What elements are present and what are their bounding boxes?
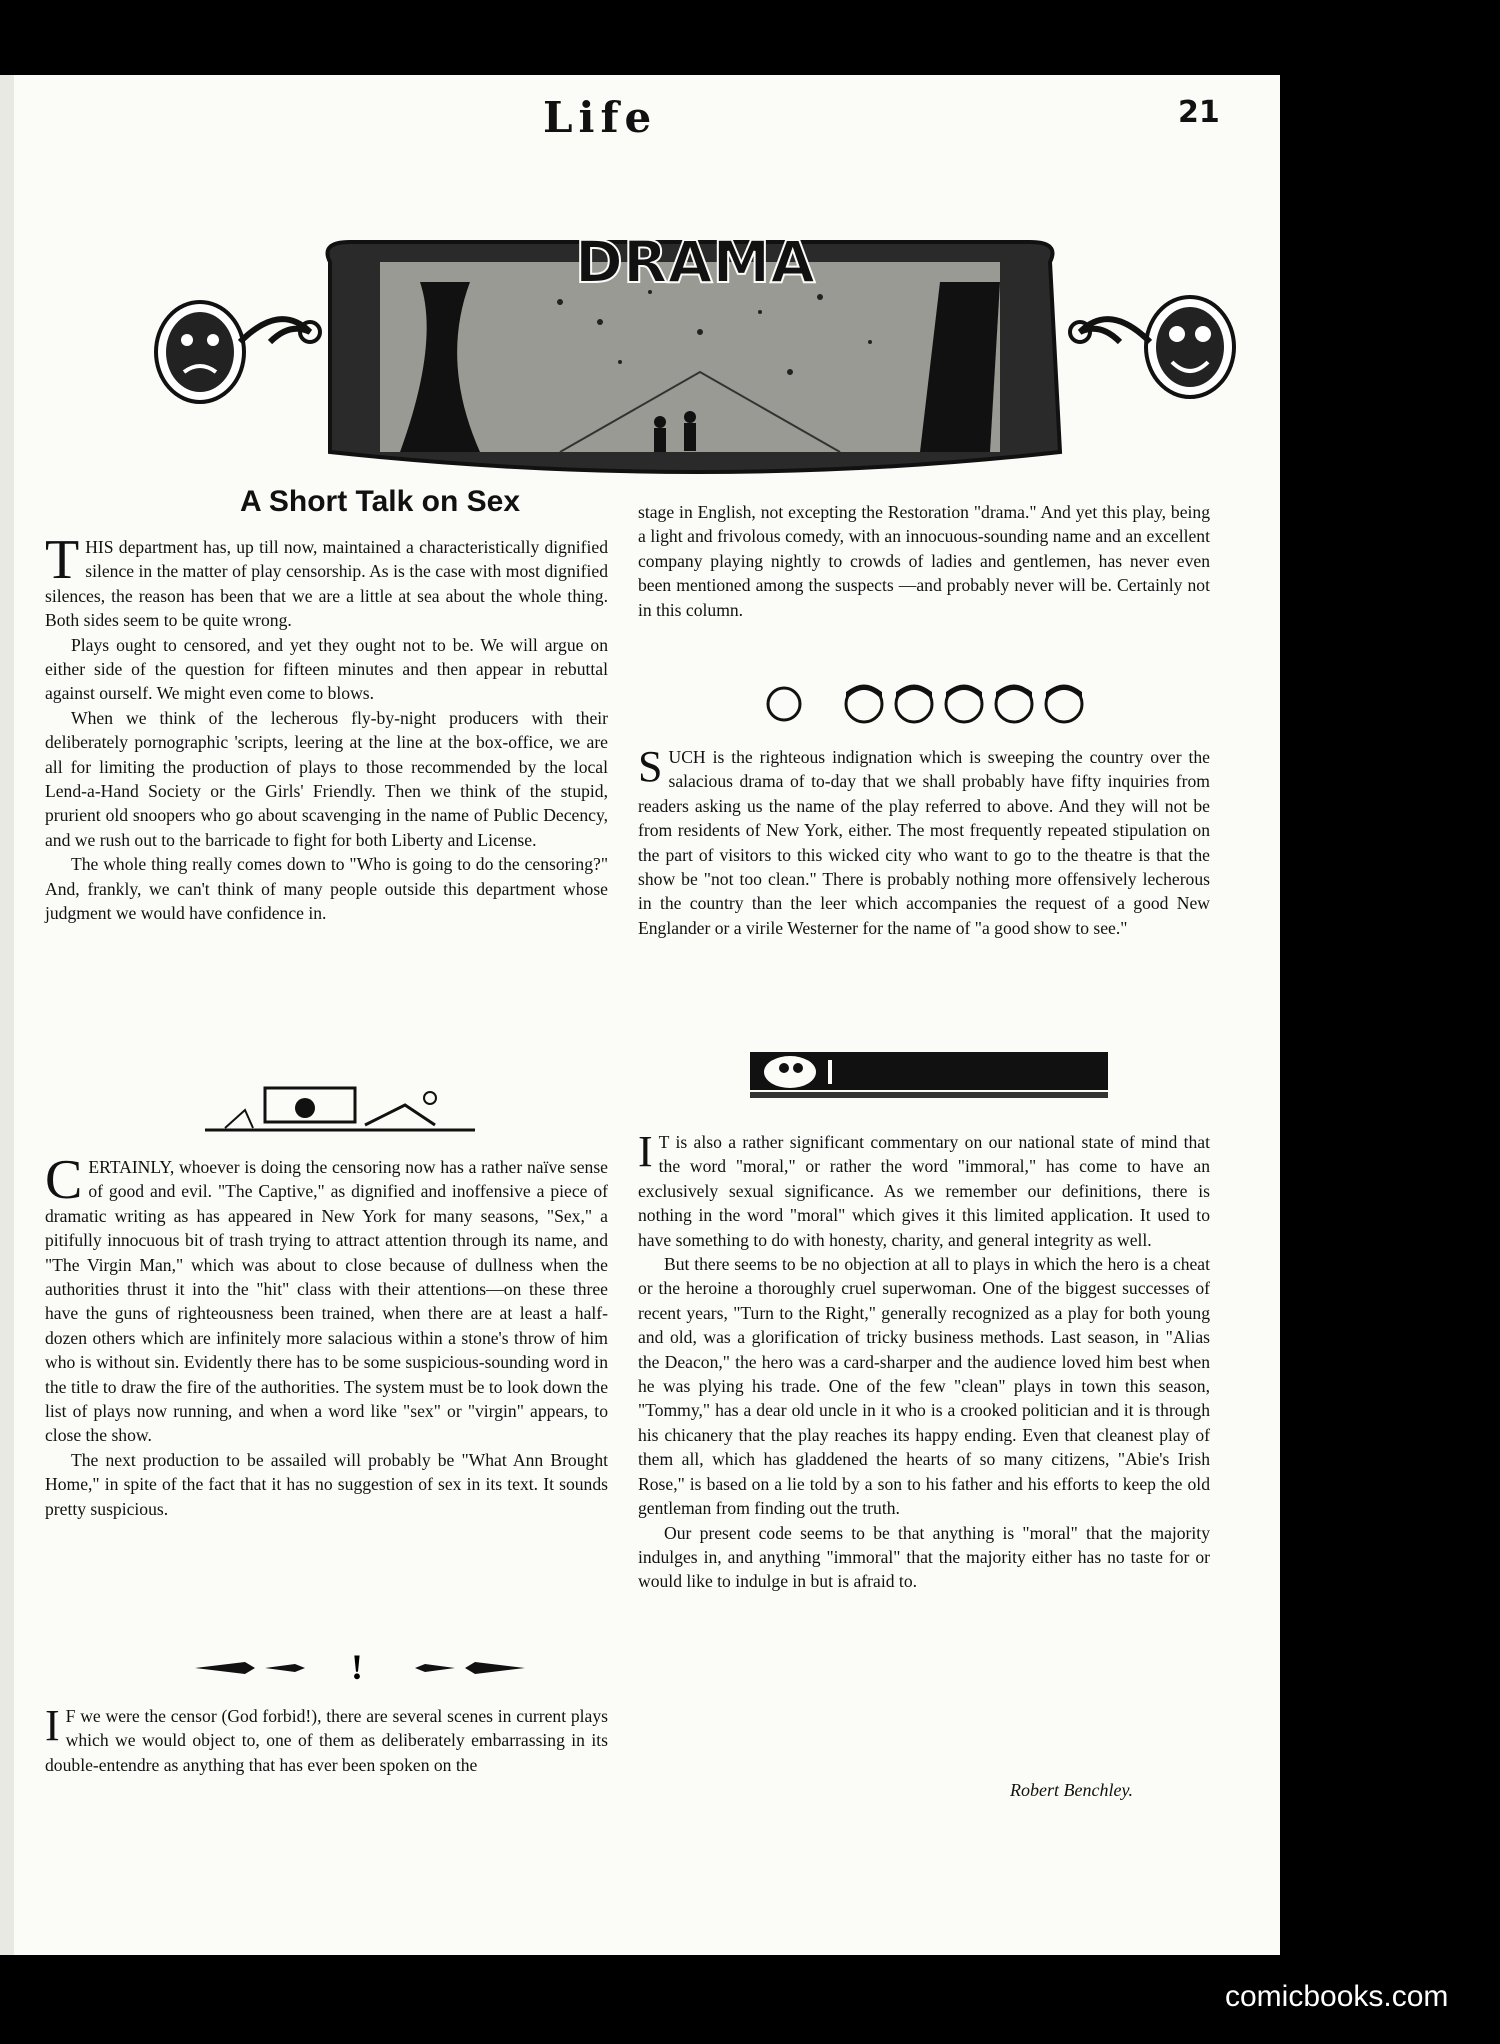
left-column <box>45 529 608 926</box>
left-column-final <box>45 1701 608 1777</box>
tragedy-mask-icon <box>156 302 320 402</box>
paragraph: The whole thing really comes down to "Who is going to do the censoring?" And, frankly, we can't think of many people outside this department whose judgment we would have confidence in. <box>45 854 608 924</box>
paragraph: I T is also a rather significant commentary on our national state of mind that the word "moral," or rather the word "immoral," has come to have an exclusively sexual significance. As we remember our definitions, there is nothing in the word "moral" which gives it this limited application. It used to have something to do with honesty, charity, and general integrity as well. <box>638 1127 1210 1250</box>
drop-cap: I <box>638 1127 653 1176</box>
right-column-final <box>638 1127 1210 1594</box>
drop-cap: S <box>638 742 663 791</box>
right-column-continued <box>638 742 1210 940</box>
paragraph: THIS department has, up till now, maintained a characteristically dignified silence in the matter of play censorship. As is the case with most dignified silences, the reason has been that we are a little at sea about the whole thing. Both sides seem to be quite wrong. <box>45 529 608 631</box>
paragraph: When we think of the lecherous fly-by-night producers with their deliberately pornographic 'scripts, leering at the line at the box-office, we are all for limiting the production of plays to those recommended by the local Lend-a-Hand Society or the Girls' Friendly. Then we think of the stupid, prurient old snoopers who go about scavenging in the name of Public Decency, and we rush out to the barricade to fight for both Liberty and License. <box>45 707 608 850</box>
right-column <box>638 500 1210 622</box>
drop-cap: I <box>45 1701 60 1750</box>
faces-ornament <box>760 680 1100 728</box>
paragraph: stage in English, not excepting the Restoration "drama." And yet this play, being a light and frivolous comedy, with an innocuous-sounding name and an excellent company playing nightly to crowds of ladies and gentlemen, has never even been mentioned among the suspects —and probably never will be. Certainly not in this column. <box>638 502 1210 620</box>
paragraph: Plays ought to censored, and yet they ought not to be. We will argue on either side of the question for fifteen minutes and then appear in rebuttal against ourself. We might even come to blows. <box>45 634 608 704</box>
seesaw-cartoon-illustration <box>205 1080 475 1140</box>
masthead: Life <box>543 93 658 142</box>
paragraph: The next production to be assailed will probably be "What Ann Brought Home," in spite of the fact that it has no suggestion of sex in its text. It sounds pretty suspicious. <box>45 1449 608 1519</box>
silhouette-banner-ornament <box>750 1052 1108 1102</box>
left-column-continued <box>45 1149 608 1521</box>
article-title: A Short Talk on Sex <box>239 485 521 518</box>
author-signature: Robert Benchley. <box>1010 1780 1133 1800</box>
comedy-mask-icon <box>1070 297 1234 397</box>
drop-cap: C <box>45 1149 83 1211</box>
paragraph: But there seems to be no objection at all to plays in which the hero is a cheat or the heroine a thoroughly cruel superwoman. One of the biggest successes of recent years, "Turn to the Right," generally recognized as a play for both young and old, was a glorification of tricky business methods. Last season, in "Alias the Deacon," the hero was a card-sharper and the audience loved him best when he was plying his trade. One of the few "clean" plays in town this season, "Tommy," has a dear old uncle in it who is a crooked politician and it is through his chicanery that the play reaches its happy ending. Even that cleanest play of them all, which has gladdened the hearts of so many citizens, "Abie's Irish Rose," is based on a lie told by a son to his father and his efforts to keep the old gentleman from finding out the truth. <box>638 1254 1210 1519</box>
paragraph: CERTAINLY, whoever is doing the censoring now has a rather naïve sense of good and evil. "The Captive," as dignified and inoffensive a piece of dramatic writing as has appeared in New York for many seasons, "Sex," a pitifully innocuous bit of trash trying to attract attention through its name, and "The Virgin Man," which was about to close because of dullness when the authorities thrust it into the "hit" class with their attentions—on these three have the guns of righteousness been trained, when there are at least a half-dozen others which are infinitely more salacious within a stone's throw of him who is without sin. Evidently there has to be some suspicious-sounding word in the title to draw the fire of the authorities. The system must be to look down the list of plays now running, and when a word like "sex" or "virgin" appears, to close the show. <box>45 1149 608 1446</box>
watermark: comicbooks.com <box>1225 1980 1449 2013</box>
exclamation-divider <box>195 1647 525 1687</box>
drop-cap: T <box>45 529 80 591</box>
drama-banner-illustration <box>140 222 1250 482</box>
page-number: 21 <box>1178 95 1220 130</box>
paragraph: I F we were the censor (God forbid!), there are several scenes in current plays which we would object to, one of them as deliberately embarrassing in its double-entendre as anything that has ever been spoken on the <box>45 1701 608 1775</box>
paragraph: SUCH is the righteous indignation which is sweeping the country over the salacious drama of to-day that we shall probably have fifty inquiries from readers asking us the name of the play referred to above. And they will not be from residents of New York, either. The most frequently repeated stipulation on the part of visitors to this wicked city who want to go to the theatre is that the show be "not too clean." There is probably nothing more offensively lecherous in the country than the leer which accompanies the request of a good New Englander or a virile Westerner for the name of "a good show to see." <box>638 742 1210 938</box>
paragraph: Our present code seems to be that anything is "moral" that the majority indulges in, and anything "immoral" that the majority either has no taste for or would like to indulge in but is afraid to. <box>638 1522 1210 1592</box>
divider-glyph: ! <box>351 1647 363 1687</box>
banner-word: DRAMA <box>574 228 816 296</box>
